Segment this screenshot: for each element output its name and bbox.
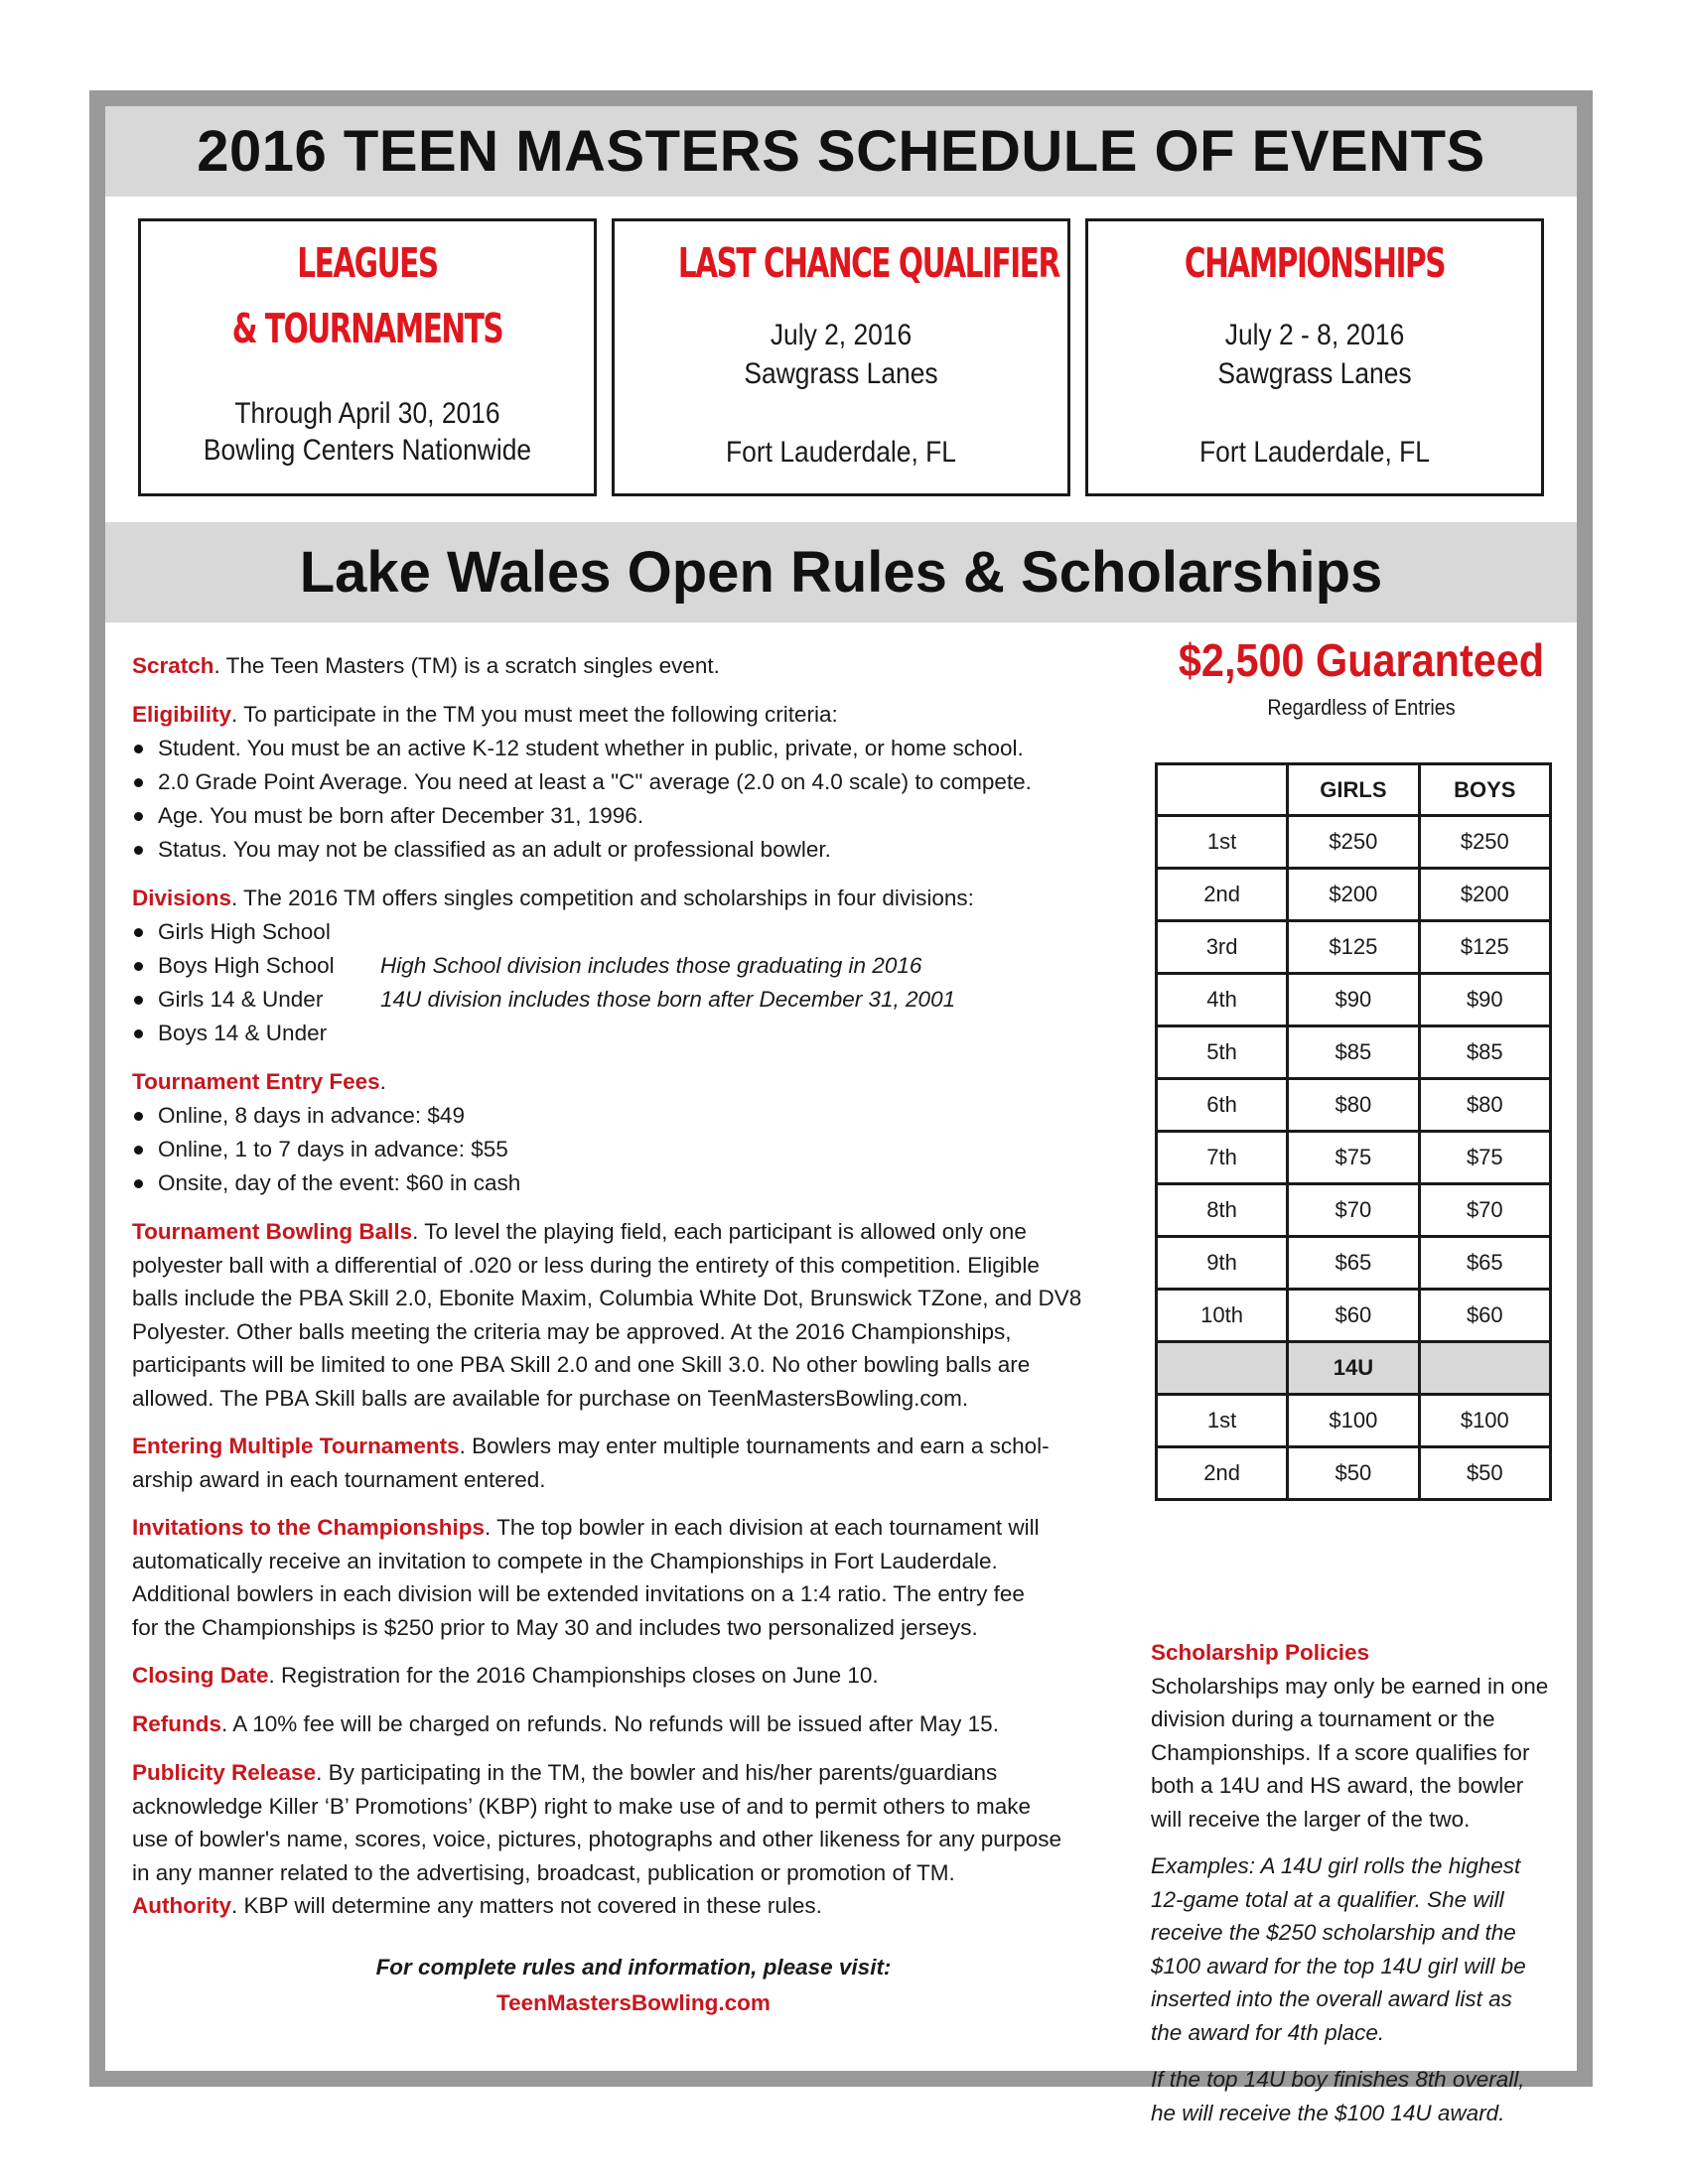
- rule-refunds: Refunds. A 10% fee will be charged on refunds. No refunds will be issued after May 15.: [132, 1711, 999, 1736]
- rules-column: [132, 649, 1135, 2020]
- list-item: Girls 14 & Under 14U division includes those born after December 31, 2001: [132, 983, 1135, 1017]
- page-title: 2016 TEEN MASTERS SCHEDULE OF EVENTS: [105, 106, 1577, 197]
- rule-divisions: Divisions. The 2016 TM offers singles competition and scholarships in four divisions:: [132, 886, 974, 910]
- prize-guarantee: $2,500 Guaranteed: [1178, 634, 1545, 686]
- footer-note: For complete rules and information, please visit:: [375, 1954, 892, 1979]
- division-note-hs: High School division includes those graduating in 2016: [380, 953, 922, 978]
- prize-subline: Regardless of Entries: [1267, 695, 1456, 720]
- list-item: Status. You may not be classified as an adult or professional bowler.: [132, 833, 1135, 867]
- rule-fees: Tournament Entry Fees.: [132, 1069, 386, 1094]
- event-venue: Sawgrass Lanes: [1217, 357, 1412, 390]
- list-item: 2.0 Grade Point Average. You need at least a "C" average (2.0 on 4.0 scale) to compete.: [132, 765, 1135, 799]
- prize-table: [1155, 762, 1552, 1501]
- table-row: 2nd $50 $50: [1157, 1447, 1551, 1500]
- list-item: Boys 14 & Under: [132, 1017, 1135, 1050]
- table-header-row: [1157, 764, 1551, 816]
- scholarship-policies: Scholarship Policies Scholarships may only be earned in one division during a tournament or the Championships. If a score qualifies for both a 14U and HS award, the bowler will receive the larger of the two. Examples: A 14U girl rolls the highest 12-game total at a qualifier. She will receive the $250 scholarship and the $100 award for the top 14U girl will be inserted into the overall award list as the award for 4th place. If the top 14U boy finishes 8th overall, he will receive the $100 14U award.: [1151, 1636, 1558, 2129]
- table-row: 2nd $200 $200: [1157, 869, 1551, 921]
- event-box-last-chance: [612, 218, 1070, 496]
- division-note-14u: 14U division includes those born after December 31, 2001: [380, 987, 956, 1012]
- table-row: 9th $65 $65: [1157, 1237, 1551, 1290]
- table-row: 4th $90 $90: [1157, 974, 1551, 1026]
- event-date: July 2 - 8, 2016: [1224, 319, 1405, 351]
- rule-balls: Tournament Bowling Balls. To level the playing field, each participant is allowed only one polyester ball with a differential of .020 or less during the entirety of this competition. Eligible balls include the PBA Skill 2.0, Ebonite Maxim, Columbia White Dot, Brunswick TZone, and DV8 Polyester. Other balls meeting the criteria may be approved. At the 2016 Championships, participants will be limited to one PBA Skill 2.0 and one Skill 3.0. No other bowling balls are allowed. The PBA Skill balls are available for purchase on TeenMastersBowling.com.: [132, 1219, 1082, 1411]
- rule-scratch: Scratch. The Teen Masters (TM) is a scratch singles event.: [132, 653, 720, 678]
- event-location: Fort Lauderdale, FL: [1199, 436, 1430, 469]
- table-row: 3rd $125 $125: [1157, 921, 1551, 974]
- event-venue: Sawgrass Lanes: [744, 357, 938, 390]
- footer-link[interactable]: TeenMastersBowling.com: [496, 1989, 771, 2015]
- event-title: LAST CHANCE QUALIFIER: [677, 239, 1059, 287]
- event-title: LEAGUES: [297, 239, 438, 287]
- column-header: BOYS: [1419, 764, 1550, 816]
- table-row: 8th $70 $70: [1157, 1184, 1551, 1237]
- table-row: 1st $100 $100: [1157, 1395, 1551, 1447]
- table-row: 5th $85 $85: [1157, 1026, 1551, 1079]
- event-date: July 2, 2016: [770, 319, 913, 351]
- event-location: Fort Lauderdale, FL: [726, 436, 956, 469]
- list-item: Girls High School: [132, 915, 1135, 949]
- rule-eligibility: Eligibility. To participate in the TM you must meet the following criteria:: [132, 702, 838, 727]
- table-row: 7th $75 $75: [1157, 1132, 1551, 1184]
- policy-heading: Scholarship Policies: [1151, 1640, 1370, 1665]
- policy-example: Examples: A 14U girl rolls the highest 12-game total at a qualifier. She will receive the $250 scholarship and the $100 award for the top 14U girl will be inserted into the overall award list as the award for 4th place.: [1151, 1853, 1526, 2045]
- rule-publicity: Publicity Release. By participating in the TM, the bowler and his/her parents/guardians acknowledge Killer ‘B’ Promotions’ (KBP) right to make use of and to permit others to make use of bowler's name, scores, voice, pictures, photographs and other likeness for any purpose in any manner related to the advertising, broadcast, publication or promotion of TM. Authority. KBP will determine any matters not covered in these rules.: [132, 1760, 1062, 1918]
- event-venue: Bowling Centers Nationwide: [203, 434, 532, 467]
- table-row: 1st $250 $250: [1157, 816, 1551, 869]
- rule-invitations: Invitations to the Championships. The top bowler in each division at each tournament will automatically receive an invitation to compete in the Championships in Fort Lauderdale. Additional bowlers in each division will be extended invitations on a 1:4 ratio. The entry fee for the Championships is $250 prior to May 30 and includes two personalized jerseys.: [132, 1515, 1040, 1640]
- policy-example-2: If the top 14U boy finishes 8th overall, he will receive the $100 14U award.: [1151, 2067, 1525, 2125]
- event-box-leagues: [138, 218, 597, 496]
- event-title: CHAMPIONSHIPS: [1184, 239, 1446, 287]
- list-item: Boys High School High School division includes those graduating in 2016: [132, 949, 1135, 983]
- list-item: Age. You must be born after December 31, 1996.: [132, 799, 1135, 833]
- table-subheader-row: 14U: [1157, 1342, 1551, 1395]
- table-row: 10th $60 $60: [1157, 1290, 1551, 1342]
- section-title: Lake Wales Open Rules & Scholarships: [105, 522, 1577, 622]
- prize-heading: [1158, 627, 1565, 723]
- table-row: 6th $80 $80: [1157, 1079, 1551, 1132]
- list-item: Onsite, day of the event: $60 in cash: [132, 1166, 1135, 1200]
- event-box-championships: [1085, 218, 1544, 496]
- page-border: [89, 90, 1593, 2125]
- list-item: Online, 1 to 7 days in advance: $55: [132, 1133, 1135, 1166]
- rule-multiple: Entering Multiple Tournaments. Bowlers may enter multiple tournaments and earn a schol- arship award in each tournament entered.: [132, 1433, 1050, 1492]
- list-item: Online, 8 days in advance: $49: [132, 1099, 1135, 1133]
- event-date: Through April 30, 2016: [234, 397, 500, 430]
- event-title-line2: & TOURNAMENTS: [231, 305, 503, 352]
- column-header: GIRLS: [1288, 764, 1419, 816]
- page-content: [105, 106, 1577, 2125]
- rule-closing: Closing Date. Registration for the 2016 Championships closes on June 10.: [132, 1663, 879, 1688]
- list-item: Student. You must be an active K-12 student whether in public, private, or home school.: [132, 732, 1135, 765]
